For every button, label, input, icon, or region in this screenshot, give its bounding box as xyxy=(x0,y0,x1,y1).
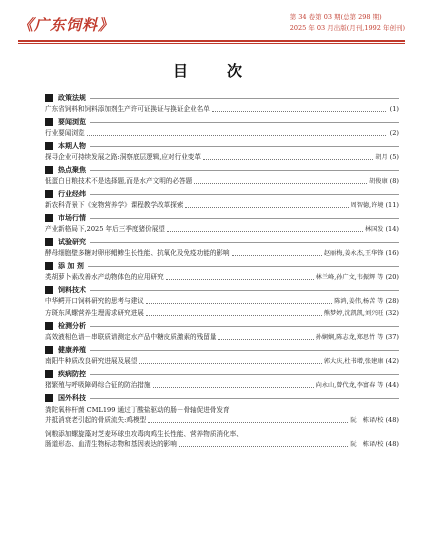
section-header xyxy=(45,260,399,272)
section-label: 检测分析 xyxy=(58,321,86,330)
entry-title-line-last xyxy=(45,415,399,425)
leader-dots xyxy=(203,159,373,160)
section-divider xyxy=(90,350,399,351)
foreign-entry-1[interactable] xyxy=(45,405,399,425)
page-title: 目 次 xyxy=(172,62,254,80)
leader-dots xyxy=(146,315,322,316)
entry-author: 阮 栋译/校 xyxy=(350,417,384,424)
section-label: 试验研究 xyxy=(58,237,86,246)
section-marker-icon xyxy=(45,166,53,174)
toc-entry[interactable] xyxy=(45,200,399,210)
entry-page: (8) xyxy=(389,177,399,185)
section-marker-icon xyxy=(45,262,53,270)
leader-dots xyxy=(146,303,332,304)
entry-author: 赵丽梅,姜永杰,王华锋 xyxy=(323,250,384,257)
entry-page: (11) xyxy=(385,201,399,209)
section-header xyxy=(45,188,399,200)
section-header xyxy=(45,368,399,380)
section-divider xyxy=(90,326,399,327)
section-divider xyxy=(88,266,399,267)
entry-page: (16) xyxy=(385,249,399,257)
section-header xyxy=(45,392,399,404)
section-divider xyxy=(90,242,399,243)
section-label: 本期人物 xyxy=(58,141,86,150)
entry-author: 林国发 xyxy=(364,226,384,233)
toc-entry[interactable] xyxy=(45,176,399,186)
entry-page: (5) xyxy=(389,153,399,161)
entry-title-line: 粪陀氧梓杆菌 CML199 通过丁酸盐驱动的肠－骨轴促进骨发育 xyxy=(45,406,230,414)
entry-author: 郭大庆,杜书增,张建康 xyxy=(323,358,384,365)
entry-page: (42) xyxy=(385,357,399,365)
toc-entry[interactable] xyxy=(45,308,399,318)
leader-dots xyxy=(166,279,314,280)
entry-title: 酵母细胞壁多糖对卵形鲳鲹生长性能、抗氧化及免疫功能的影响 xyxy=(45,249,230,257)
section-label: 国外科技 xyxy=(58,393,86,402)
section-divider xyxy=(90,98,399,99)
leader-dots xyxy=(218,339,313,340)
header-rule-thin xyxy=(18,43,405,44)
section-marker-icon xyxy=(45,118,53,126)
section-label: 要闻浏览 xyxy=(58,117,86,126)
leader-dots xyxy=(139,363,322,364)
journal-logo: 《广东饲料》 xyxy=(18,16,115,34)
section-divider xyxy=(90,122,399,123)
section-marker-icon xyxy=(45,322,53,330)
section-label: 政策法规 xyxy=(58,93,86,102)
entry-title: 肠道形态、血清生物标志物和基因表达的影响 xyxy=(45,440,177,448)
leader-dots xyxy=(87,135,386,136)
entry-title: 猪繁殖与呼吸障碍综合征的防治措施 xyxy=(45,381,151,389)
entry-page: (28) xyxy=(385,297,399,305)
entry-page: (48) xyxy=(385,440,399,448)
section-header xyxy=(45,164,399,176)
toc-entry[interactable] xyxy=(45,128,399,138)
entry-title: 广东省饲料和饲料添加剂生产许可证换证与换证企业名单 xyxy=(45,105,210,113)
section-header xyxy=(45,284,399,296)
issue-date: 2025 年 03 月出版(月刊,1992 年创刊) xyxy=(289,24,405,32)
entry-page: (14) xyxy=(385,225,399,233)
entry-page: (20) xyxy=(385,273,399,281)
section-marker-icon xyxy=(45,190,53,198)
entry-author: 熊梦婷,沈凯凯,刘兴旺 xyxy=(323,310,384,317)
leader-dots xyxy=(153,387,314,388)
section-divider xyxy=(90,170,399,171)
section-label: 健康养殖 xyxy=(58,345,86,354)
entry-title: 并抵消衰老引起的骨质流失:鸡模型 xyxy=(45,416,147,424)
section-header xyxy=(45,116,399,128)
entry-title: 低蛋白日粮技术不是选择题,而是水产文明的必答题 xyxy=(45,177,193,185)
leader-dots xyxy=(179,446,349,447)
section-header xyxy=(45,140,399,152)
section-divider xyxy=(90,218,399,219)
leader-dots xyxy=(148,422,348,423)
leader-dots xyxy=(185,207,348,208)
section-label: 饲料技术 xyxy=(58,285,86,294)
section-label: 热点聚焦 xyxy=(58,165,86,174)
section-header xyxy=(45,92,399,104)
section-divider xyxy=(90,194,399,195)
leader-dots xyxy=(212,111,386,112)
leader-dots xyxy=(194,183,367,184)
section-divider xyxy=(90,290,399,291)
entry-title: 高效液相色谱－串联质谱测定水产品中糖皮质激素的残留量 xyxy=(45,333,217,341)
section-divider xyxy=(90,398,399,399)
section-marker-icon xyxy=(45,214,53,222)
entry-page: (2) xyxy=(389,129,399,137)
section-marker-icon xyxy=(45,286,53,294)
section-divider xyxy=(90,146,399,147)
section-marker-icon xyxy=(45,394,53,402)
header-rule xyxy=(18,40,405,42)
entry-title: 探寻企业可持续发展之路:洞察底层逻辑,应对行业变革 xyxy=(45,153,201,161)
toc-entry[interactable] xyxy=(45,296,399,306)
entry-page: (32) xyxy=(385,309,399,317)
entry-author: 胡月 xyxy=(375,154,388,161)
toc-entry[interactable] xyxy=(45,272,399,282)
toc-entry[interactable] xyxy=(45,380,399,390)
entry-title-line: 饲粮添加螺旋藻对芝麦环球虫攻毒肉鸡生长性能、营养物质消化率、 xyxy=(45,430,243,438)
section-header xyxy=(45,212,399,224)
section-header xyxy=(45,236,399,248)
entry-title: 南阳牛种质改良研究进展及展望 xyxy=(45,357,138,365)
foreign-entry-2[interactable] xyxy=(45,429,399,449)
entry-page: (37) xyxy=(385,333,399,341)
toc-entry[interactable] xyxy=(45,104,399,114)
toc-entry[interactable] xyxy=(45,152,399,162)
issue-volume: 第 34 卷第 03 期(总第 298 期) xyxy=(289,13,382,21)
entry-author: 林兰峰,孙广文,韦振辉 等 xyxy=(315,274,384,281)
toc-entry[interactable] xyxy=(45,224,399,234)
section-label: 行业经纬 xyxy=(58,189,86,198)
leader-dots xyxy=(232,255,322,256)
entry-title: 产业新格局下,2025 年后三季度猪价展望 xyxy=(45,225,165,233)
entry-page: (44) xyxy=(385,381,399,389)
journal-header xyxy=(0,0,427,52)
toc-entry[interactable] xyxy=(45,248,399,258)
section-marker-icon xyxy=(45,142,53,150)
entry-title: 中华鳄开口饲料研究的思考与建议 xyxy=(45,297,144,305)
entry-page: (1) xyxy=(389,105,399,113)
entry-title: 行业要闻浏览 xyxy=(45,129,85,137)
toc-entry[interactable] xyxy=(45,332,399,342)
section-label: 疾病防控 xyxy=(58,369,86,378)
table-of-contents xyxy=(45,90,399,451)
toc-entry[interactable] xyxy=(45,356,399,366)
section-marker-icon xyxy=(45,370,53,378)
entry-author: 阮 栋译/校 xyxy=(350,441,384,448)
section-marker-icon xyxy=(45,94,53,102)
section-divider xyxy=(90,374,399,375)
section-header xyxy=(45,344,399,356)
section-marker-icon xyxy=(45,346,53,354)
entry-title: 方斑东风螺营养生理需求研究进展 xyxy=(45,309,144,317)
entry-author: 胡俊康 xyxy=(369,178,388,185)
leader-dots xyxy=(167,231,363,232)
entry-author: 向永山,曾代龙,李富春 等 xyxy=(315,382,384,389)
entry-title: 类胡萝卜素改善水产动物体色的应用研究 xyxy=(45,273,164,281)
entry-author: 孙娴娴,陈志龙,郑思竹 等 xyxy=(315,334,384,341)
issue-info xyxy=(290,12,405,34)
section-label: 添 加 剂 xyxy=(58,261,84,270)
section-marker-icon xyxy=(45,238,53,246)
entry-author: 周智德,许境 xyxy=(350,202,384,209)
entry-page: (48) xyxy=(385,416,399,424)
entry-author: 陈鸿,姜伟,杨苦 等 xyxy=(334,298,384,305)
entry-title: 新农科背景下《宠物营养学》课程教学改革探索 xyxy=(45,201,184,209)
section-header xyxy=(45,320,399,332)
section-label: 市场行情 xyxy=(58,213,86,222)
entry-title-line-last xyxy=(45,439,399,449)
